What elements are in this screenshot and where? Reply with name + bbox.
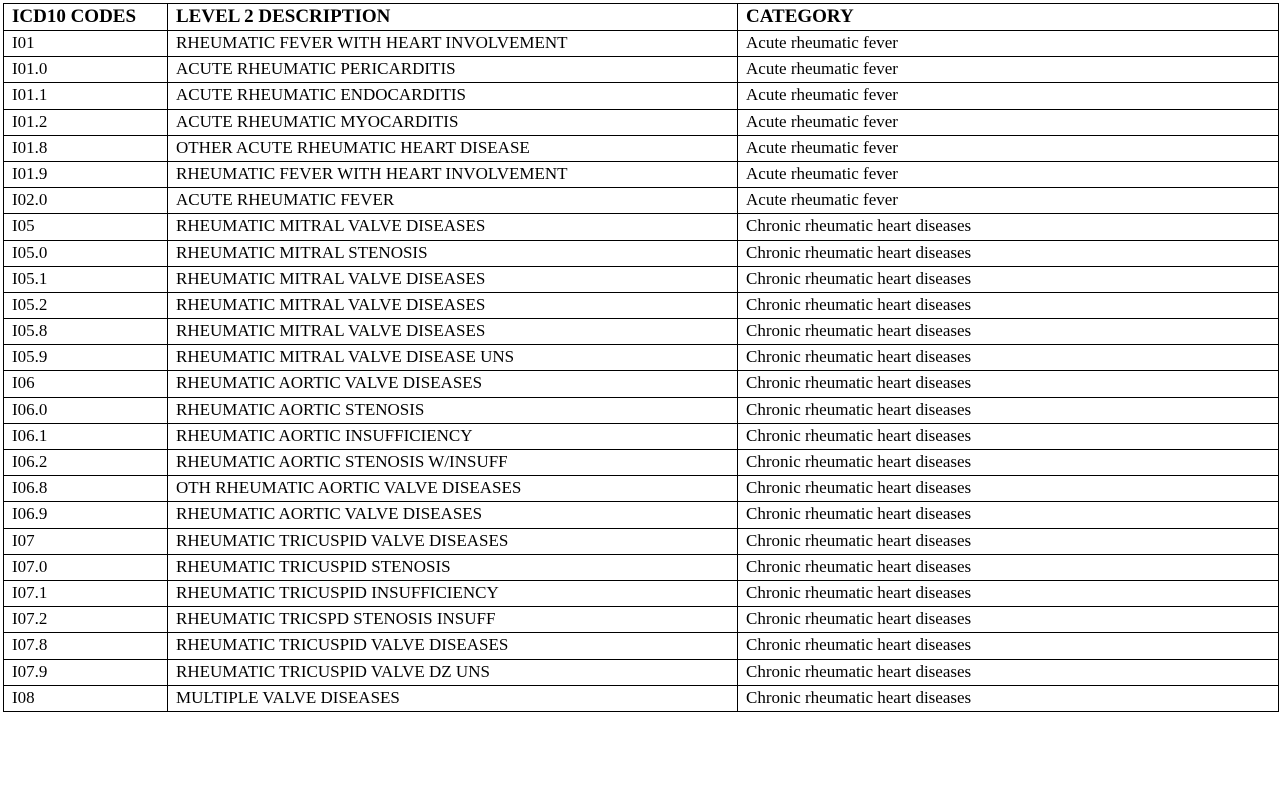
table-body [4,31,1279,712]
cell-category: Acute rheumatic fever [738,161,1279,187]
cell-icd10-code: I07 [4,528,168,554]
cell-description: RHEUMATIC AORTIC VALVE DISEASES [168,502,738,528]
cell-description: RHEUMATIC FEVER WITH HEART INVOLVEMENT [168,161,738,187]
cell-category: Chronic rheumatic heart diseases [738,292,1279,318]
cell-icd10-code: I06.0 [4,397,168,423]
table-row [4,83,1279,109]
cell-category: Chronic rheumatic heart diseases [738,633,1279,659]
table-row [4,240,1279,266]
cell-category: Chronic rheumatic heart diseases [738,607,1279,633]
cell-category: Chronic rheumatic heart diseases [738,240,1279,266]
table-row [4,266,1279,292]
table-row [4,135,1279,161]
cell-category: Chronic rheumatic heart diseases [738,423,1279,449]
cell-category: Chronic rheumatic heart diseases [738,319,1279,345]
table-row [4,161,1279,187]
cell-icd10-code: I07.1 [4,580,168,606]
cell-icd10-code: I07.9 [4,659,168,685]
cell-description: RHEUMATIC FEVER WITH HEART INVOLVEMENT [168,31,738,57]
cell-category: Chronic rheumatic heart diseases [738,659,1279,685]
table-row [4,476,1279,502]
cell-description: RHEUMATIC TRICUSPID VALVE DZ UNS [168,659,738,685]
table-row [4,554,1279,580]
cell-description: RHEUMATIC MITRAL STENOSIS [168,240,738,266]
cell-category: Chronic rheumatic heart diseases [738,450,1279,476]
cell-category: Acute rheumatic fever [738,109,1279,135]
table-row [4,580,1279,606]
header-level-2-description: LEVEL 2 DESCRIPTION [168,4,738,31]
cell-icd10-code: I05.1 [4,266,168,292]
table-row [4,528,1279,554]
table-row [4,57,1279,83]
table-row [4,319,1279,345]
cell-description: RHEUMATIC TRICUSPID STENOSIS [168,554,738,580]
cell-icd10-code: I01.8 [4,135,168,161]
cell-category: Chronic rheumatic heart diseases [738,214,1279,240]
icd10-codes-table [3,3,1279,712]
cell-description: RHEUMATIC AORTIC STENOSIS W/INSUFF [168,450,738,476]
table-row [4,109,1279,135]
cell-description: RHEUMATIC TRICSPD STENOSIS INSUFF [168,607,738,633]
cell-category: Chronic rheumatic heart diseases [738,476,1279,502]
header-category: CATEGORY [738,4,1279,31]
cell-icd10-code: I07.8 [4,633,168,659]
header-icd10-codes: ICD10 CODES [4,4,168,31]
cell-category: Chronic rheumatic heart diseases [738,554,1279,580]
table-row [4,345,1279,371]
table-row [4,188,1279,214]
cell-category: Chronic rheumatic heart diseases [738,371,1279,397]
table-header [4,4,1279,31]
cell-icd10-code: I05.2 [4,292,168,318]
table-row [4,423,1279,449]
cell-icd10-code: I01.0 [4,57,168,83]
table-row [4,397,1279,423]
cell-category: Chronic rheumatic heart diseases [738,580,1279,606]
cell-description: ACUTE RHEUMATIC PERICARDITIS [168,57,738,83]
cell-category: Acute rheumatic fever [738,31,1279,57]
cell-category: Acute rheumatic fever [738,135,1279,161]
cell-category: Acute rheumatic fever [738,57,1279,83]
cell-description: RHEUMATIC AORTIC INSUFFICIENCY [168,423,738,449]
cell-description: RHEUMATIC TRICUSPID VALVE DISEASES [168,528,738,554]
table-row [4,607,1279,633]
table-row [4,31,1279,57]
cell-description: RHEUMATIC MITRAL VALVE DISEASES [168,266,738,292]
cell-description: RHEUMATIC MITRAL VALVE DISEASE UNS [168,345,738,371]
cell-icd10-code: I06.8 [4,476,168,502]
table-row [4,502,1279,528]
cell-icd10-code: I06.2 [4,450,168,476]
cell-category: Chronic rheumatic heart diseases [738,397,1279,423]
cell-category: Acute rheumatic fever [738,188,1279,214]
cell-category: Chronic rheumatic heart diseases [738,266,1279,292]
table-row [4,633,1279,659]
cell-description: RHEUMATIC TRICUSPID INSUFFICIENCY [168,580,738,606]
cell-description: OTHER ACUTE RHEUMATIC HEART DISEASE [168,135,738,161]
cell-icd10-code: I08 [4,685,168,711]
cell-description: ACUTE RHEUMATIC MYOCARDITIS [168,109,738,135]
cell-icd10-code: I01 [4,31,168,57]
cell-description: ACUTE RHEUMATIC ENDOCARDITIS [168,83,738,109]
cell-category: Chronic rheumatic heart diseases [738,345,1279,371]
cell-icd10-code: I07.2 [4,607,168,633]
cell-category: Acute rheumatic fever [738,83,1279,109]
cell-icd10-code: I05 [4,214,168,240]
cell-description: RHEUMATIC AORTIC STENOSIS [168,397,738,423]
header-row [4,4,1279,31]
cell-icd10-code: I06.1 [4,423,168,449]
table-row [4,292,1279,318]
table-row [4,685,1279,711]
cell-description: RHEUMATIC MITRAL VALVE DISEASES [168,319,738,345]
cell-description: ACUTE RHEUMATIC FEVER [168,188,738,214]
cell-description: RHEUMATIC MITRAL VALVE DISEASES [168,292,738,318]
cell-description: RHEUMATIC AORTIC VALVE DISEASES [168,371,738,397]
cell-description: RHEUMATIC MITRAL VALVE DISEASES [168,214,738,240]
cell-icd10-code: I05.9 [4,345,168,371]
table-row [4,659,1279,685]
cell-icd10-code: I01.9 [4,161,168,187]
table-row [4,450,1279,476]
cell-description: MULTIPLE VALVE DISEASES [168,685,738,711]
cell-icd10-code: I05.0 [4,240,168,266]
cell-icd10-code: I06.9 [4,502,168,528]
cell-icd10-code: I06 [4,371,168,397]
cell-category: Chronic rheumatic heart diseases [738,685,1279,711]
cell-category: Chronic rheumatic heart diseases [738,528,1279,554]
cell-icd10-code: I07.0 [4,554,168,580]
cell-icd10-code: I02.0 [4,188,168,214]
table-row [4,371,1279,397]
cell-description: RHEUMATIC TRICUSPID VALVE DISEASES [168,633,738,659]
cell-icd10-code: I01.2 [4,109,168,135]
cell-icd10-code: I05.8 [4,319,168,345]
cell-description: OTH RHEUMATIC AORTIC VALVE DISEASES [168,476,738,502]
cell-category: Chronic rheumatic heart diseases [738,502,1279,528]
cell-icd10-code: I01.1 [4,83,168,109]
table-row [4,214,1279,240]
